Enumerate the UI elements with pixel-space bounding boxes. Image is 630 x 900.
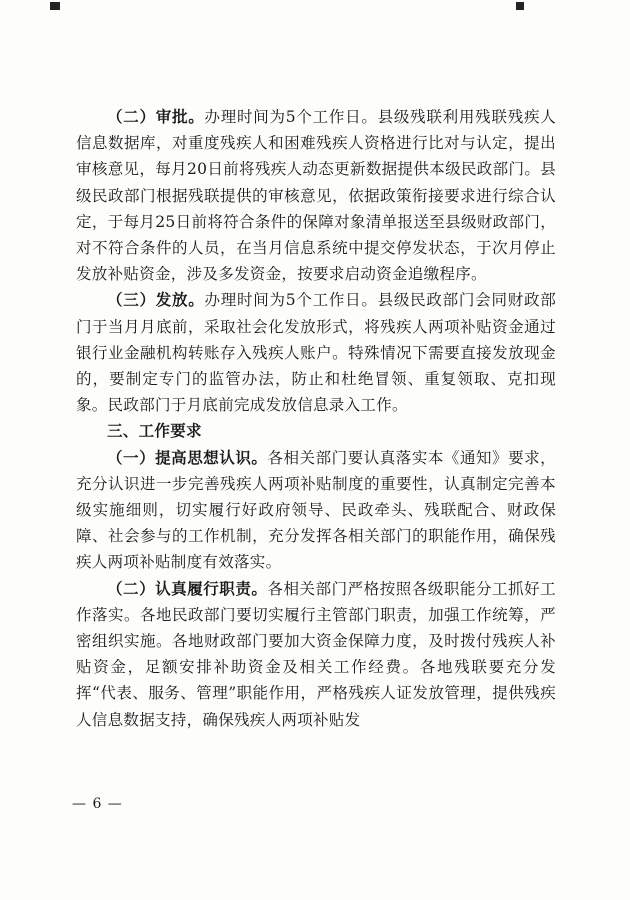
paragraph-lead: （三）发放。: [107, 290, 205, 310]
paragraph-lead: （二）认真履行职责。: [107, 578, 268, 598]
paragraph-text: 各相关部门要认真落实本《通知》要求，充分认识进一步完善残疾人两项补贴制度的重要性，认真制定完善本级实施细则，切实履行好政府领导、民政牵头、残联配合、财政保障、社会参与的工作机制，充分发挥各相关部门的职能作用，确保残疾人两项补贴制度有效落实。: [76, 448, 556, 572]
paragraph-awareness: [76, 445, 556, 576]
paragraph-text: 各相关部门严格按照各级职能分工抓好工作落实。各地民政部门要切实履行主管部门职责，加强工作统筹，严密组织实施。各地财政部门要加大资金保障力度，及时拨付残疾人补贴资金，足额安排补助资金及相关工作经费。各地残联要充分发挥“代表、服务、管理”职能作用，严格残疾人证发放管理，提供残疾人信息数据支持，确保残疾人两项补贴发: [76, 579, 556, 729]
paragraph-text: 办理时间为5个工作日。县级残联利用残联残疾人信息数据库，对重度残疾人和困难残疾人资格进行比对与认定，提出审核意见，每月20日前将残疾人动态更新数据提供本级民政部门。县级民政部门根据残联提供的审核意见，依据政策衔接要求进行综合认定，于每月25日前将符合条件的保障对象清单报送至县级财政部门，对不符合条件的人员，在当月信息系统中提交停发状态，于次月停止发放补贴资金，涉及多发资金，按要求启动资金追缴程序。: [76, 108, 556, 284]
paragraph-approval: [76, 104, 556, 287]
paragraph-distribution: [76, 287, 556, 418]
document-body: [76, 104, 556, 733]
paragraph-lead: （二）审批。: [107, 107, 205, 126]
paragraph-text: 办理时间为5个工作日。县级民政部门会同财政部门于当月月底前，采取社会化发放形式，将残疾人两项补贴资金通过银行业金融机构转账存入残疾人账户。特殊情况下需要直接发放现金的，要制定专门的监管办法，防止和杜绝冒领、重复领取、克扣现象。民政部门于月底前完成发放信息录入工作。: [76, 291, 556, 415]
paragraph-lead: （一）提高思想认识。: [107, 447, 268, 467]
page-number: — 6 —: [72, 796, 123, 812]
scan-mark: [50, 2, 60, 10]
section-heading: 三、工作要求: [107, 421, 202, 441]
scan-mark: [516, 2, 524, 10]
paragraph-duties: [76, 576, 556, 733]
